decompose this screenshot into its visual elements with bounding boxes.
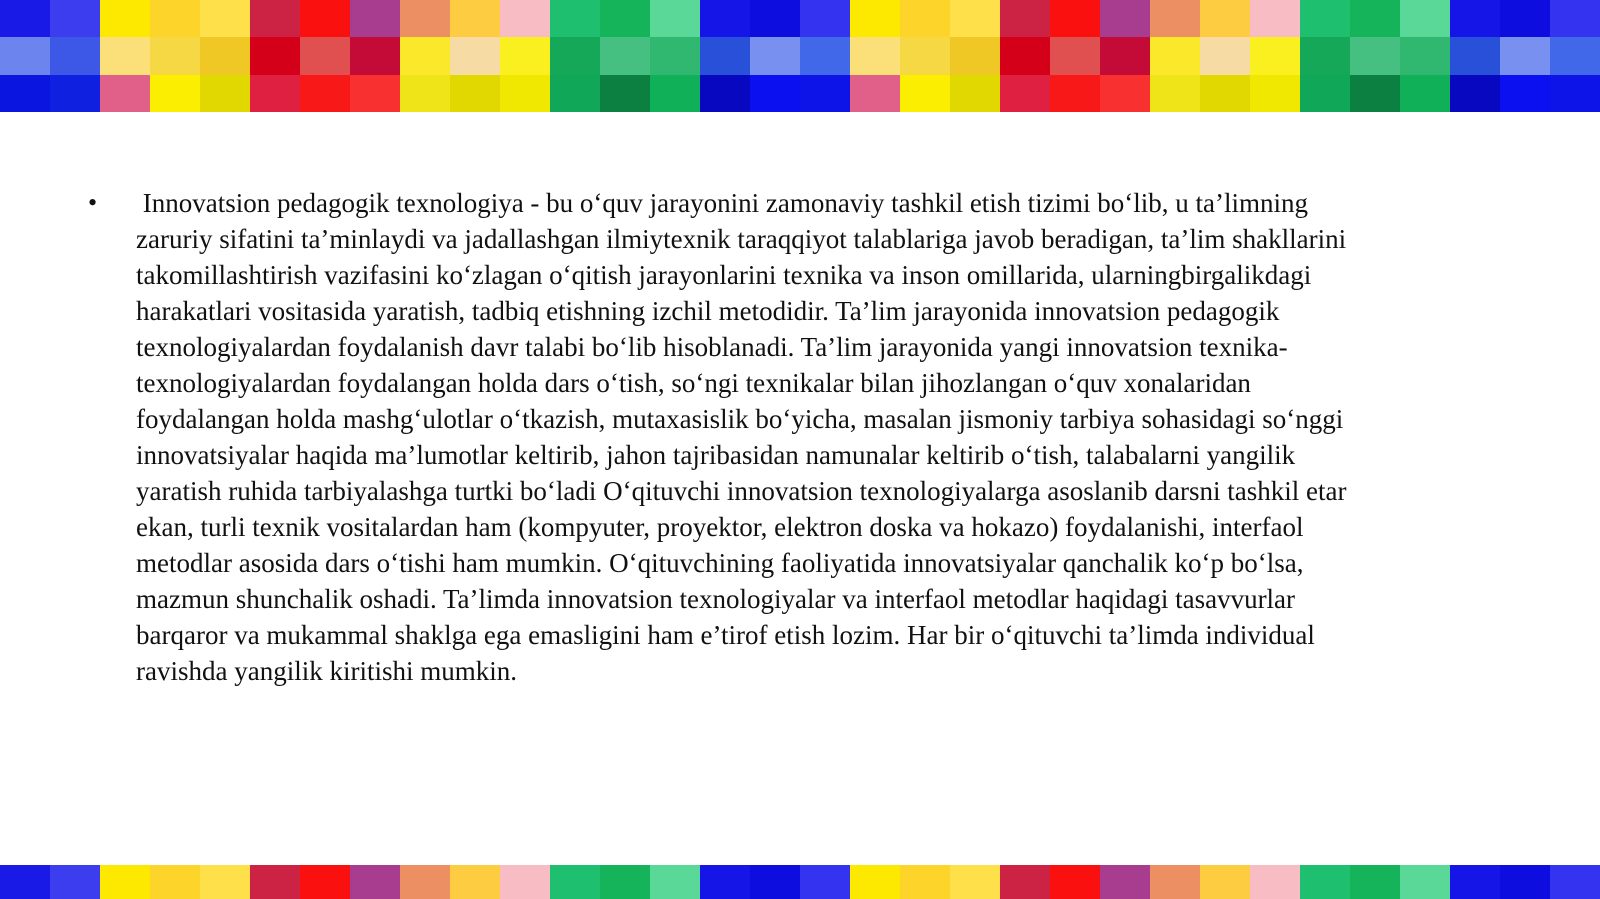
mosaic-tile <box>700 865 750 899</box>
mosaic-tile <box>400 75 450 112</box>
mosaic-tile <box>1150 0 1200 37</box>
bottom-color-mosaic-banner <box>0 865 1600 899</box>
mosaic-tile <box>750 865 800 899</box>
mosaic-tile <box>850 37 900 74</box>
mosaic-tile <box>1100 0 1150 37</box>
mosaic-tile <box>1050 75 1100 112</box>
mosaic-tile <box>250 37 300 74</box>
mosaic-tile <box>900 865 950 899</box>
mosaic-tile <box>1200 865 1250 899</box>
mosaic-tile <box>1350 865 1400 899</box>
mosaic-tile <box>850 75 900 112</box>
top-color-mosaic-banner <box>0 0 1600 112</box>
mosaic-tile <box>1150 75 1200 112</box>
bullet-list-item <box>88 185 1488 689</box>
mosaic-tile <box>1400 75 1450 112</box>
mosaic-tile <box>400 0 450 37</box>
mosaic-tile <box>950 865 1000 899</box>
mosaic-tile <box>150 865 200 899</box>
mosaic-tile <box>1000 37 1050 74</box>
mosaic-tile <box>1100 37 1150 74</box>
mosaic-tile <box>600 37 650 74</box>
slide-paragraph: Innovatsion pedagogik texnologiya - bu o‘quv jarayonini zamonaviy tashkil etish tizimi bo‘lib, u ta’limning zaruriy sifatini ta’minlaydi va jadallashgan ilmiytexnik taraqqiyot talablariga javob beradigan, ta’lim shakllarini takomillashtirish vazifasini ko‘zlagan o‘qitish jarayonlarini texnika va inson omillarida, ularningbirgalikdagi harakatlari vositasida yaratish, tadbiq etishning izchil metodidir. Ta’lim jarayonida innovatsion pedagogik texnologiyalardan foydalanish davr talabi bo‘lib hisoblanadi. Ta’lim jarayonida yangi innovatsion texnika- texnologiyalardan foydalangan holda dars o‘tish, so‘ngi texnikalar bilan jihozlangan o‘quv xonalaridan foydalangan holda mashg‘ulotlar o‘tkazish, mutaxasislik bo‘yicha, masalan jismoniy tarbiya sohasidagi so‘nggi innovatsiyalar haqida ma’lumotlar keltirib, jahon tajribasidan namunalar keltirib o‘tish, talabalarni yangilik yaratish ruhida tarbiyalashga turtki bo‘ladi O‘qituvchi innovatsion texnologiyalarga asoslanib darsni tashkil etar ekan, turli texnik vositalardan ham (kompyuter, proyektor, elektron doska va hokazo) foydalanishi, interfaol metodlar asosida dars o‘tishi ham mumkin. O‘qituvchining faoliyatida innovatsiyalar qanchalik ko‘p bo‘lsa, mazmun shunchalik oshadi. Ta’limda innovatsion texnologiyalar va interfaol metodlar haqidagi tasavvurlar barqaror va mukammal shaklga ega emasligini ham e’tirof etish lozim. Har bir o‘qituvchi ta’limda individual ravishda yangilik kiritishi mumkin. <box>136 188 1347 686</box>
mosaic-tile <box>350 75 400 112</box>
mosaic-tile <box>0 37 50 74</box>
mosaic-tile <box>500 37 550 74</box>
mosaic-tile <box>700 0 750 37</box>
mosaic-tile <box>1100 75 1150 112</box>
mosaic-tile <box>950 37 1000 74</box>
mosaic-tile <box>250 865 300 899</box>
mosaic-tile <box>450 865 500 899</box>
mosaic-tile <box>950 75 1000 112</box>
mosaic-tile <box>0 75 50 112</box>
mosaic-tile <box>450 0 500 37</box>
mosaic-tile <box>150 37 200 74</box>
mosaic-tile <box>1050 865 1100 899</box>
mosaic-tile <box>900 0 950 37</box>
mosaic-tile <box>1150 865 1200 899</box>
mosaic-tile <box>450 75 500 112</box>
mosaic-tile <box>1550 37 1600 74</box>
mosaic-tile <box>1300 865 1350 899</box>
mosaic-tile <box>1200 37 1250 74</box>
mosaic-tile <box>550 75 600 112</box>
mosaic-tile <box>1550 865 1600 899</box>
mosaic-tile <box>0 0 50 37</box>
mosaic-tile <box>600 865 650 899</box>
mosaic-tile <box>1250 37 1300 74</box>
mosaic-tile <box>100 865 150 899</box>
mosaic-tile <box>100 0 150 37</box>
mosaic-tile <box>1500 37 1550 74</box>
mosaic-tile <box>550 37 600 74</box>
mosaic-tile <box>200 865 250 899</box>
mosaic-tile <box>600 75 650 112</box>
mosaic-tile <box>1050 37 1100 74</box>
mosaic-tile <box>300 75 350 112</box>
mosaic-tile <box>750 37 800 74</box>
mosaic-tile <box>1450 37 1500 74</box>
mosaic-tile <box>50 0 100 37</box>
mosaic-tile <box>900 75 950 112</box>
mosaic-tile <box>300 0 350 37</box>
mosaic-tile <box>250 75 300 112</box>
bullet-point-icon: • <box>88 188 98 217</box>
mosaic-tile <box>550 0 600 37</box>
mosaic-tile <box>150 0 200 37</box>
mosaic-tile <box>850 865 900 899</box>
mosaic-tile <box>650 0 700 37</box>
mosaic-tile <box>1250 0 1300 37</box>
mosaic-tile <box>950 0 1000 37</box>
mosaic-tile <box>1200 75 1250 112</box>
mosaic-tile <box>1150 37 1200 74</box>
mosaic-tile <box>1300 37 1350 74</box>
mosaic-tile <box>750 75 800 112</box>
mosaic-tile <box>1000 865 1050 899</box>
mosaic-tile <box>1400 865 1450 899</box>
mosaic-tile <box>250 0 300 37</box>
mosaic-tile <box>200 75 250 112</box>
mosaic-tile <box>400 865 450 899</box>
mosaic-tile <box>650 75 700 112</box>
mosaic-tile <box>700 37 750 74</box>
mosaic-tile <box>1350 37 1400 74</box>
mosaic-tile <box>1550 75 1600 112</box>
mosaic-tile <box>600 0 650 37</box>
mosaic-tile <box>350 865 400 899</box>
mosaic-tile <box>800 0 850 37</box>
mosaic-tile <box>650 865 700 899</box>
mosaic-tile <box>450 37 500 74</box>
mosaic-tile <box>1300 0 1350 37</box>
mosaic-tile <box>1350 0 1400 37</box>
mosaic-tile <box>1500 75 1550 112</box>
mosaic-tile <box>500 75 550 112</box>
mosaic-tile <box>1000 75 1050 112</box>
mosaic-tile <box>1450 75 1500 112</box>
mosaic-tile <box>1500 865 1550 899</box>
mosaic-tile <box>300 37 350 74</box>
mosaic-tile <box>500 865 550 899</box>
mosaic-tile <box>0 865 50 899</box>
mosaic-tile <box>500 0 550 37</box>
mosaic-tile <box>850 0 900 37</box>
mosaic-tile <box>800 37 850 74</box>
mosaic-tile <box>100 37 150 74</box>
mosaic-tile <box>1250 865 1300 899</box>
mosaic-tile <box>50 75 100 112</box>
mosaic-tile <box>1500 0 1550 37</box>
mosaic-tile <box>1250 75 1300 112</box>
mosaic-tile <box>800 75 850 112</box>
mosaic-tile <box>1450 0 1500 37</box>
mosaic-tile <box>1350 75 1400 112</box>
mosaic-tile <box>1100 865 1150 899</box>
mosaic-tile <box>1050 0 1100 37</box>
mosaic-tile <box>1300 75 1350 112</box>
mosaic-tile <box>550 865 600 899</box>
mosaic-tile <box>50 865 100 899</box>
mosaic-tile <box>1400 37 1450 74</box>
mosaic-tile <box>200 37 250 74</box>
mosaic-tile <box>1550 0 1600 37</box>
mosaic-tile <box>1450 865 1500 899</box>
mosaic-tile <box>350 37 400 74</box>
mosaic-tile <box>150 75 200 112</box>
mosaic-tile <box>800 865 850 899</box>
mosaic-tile <box>300 865 350 899</box>
mosaic-tile <box>350 0 400 37</box>
mosaic-tile <box>750 0 800 37</box>
mosaic-tile <box>200 0 250 37</box>
mosaic-tile <box>650 37 700 74</box>
mosaic-tile <box>900 37 950 74</box>
mosaic-tile <box>700 75 750 112</box>
mosaic-tile <box>1200 0 1250 37</box>
slide-content <box>88 185 1488 689</box>
mosaic-tile <box>1400 0 1450 37</box>
mosaic-tile <box>400 37 450 74</box>
mosaic-tile <box>1000 0 1050 37</box>
mosaic-tile <box>100 75 150 112</box>
mosaic-tile <box>50 37 100 74</box>
